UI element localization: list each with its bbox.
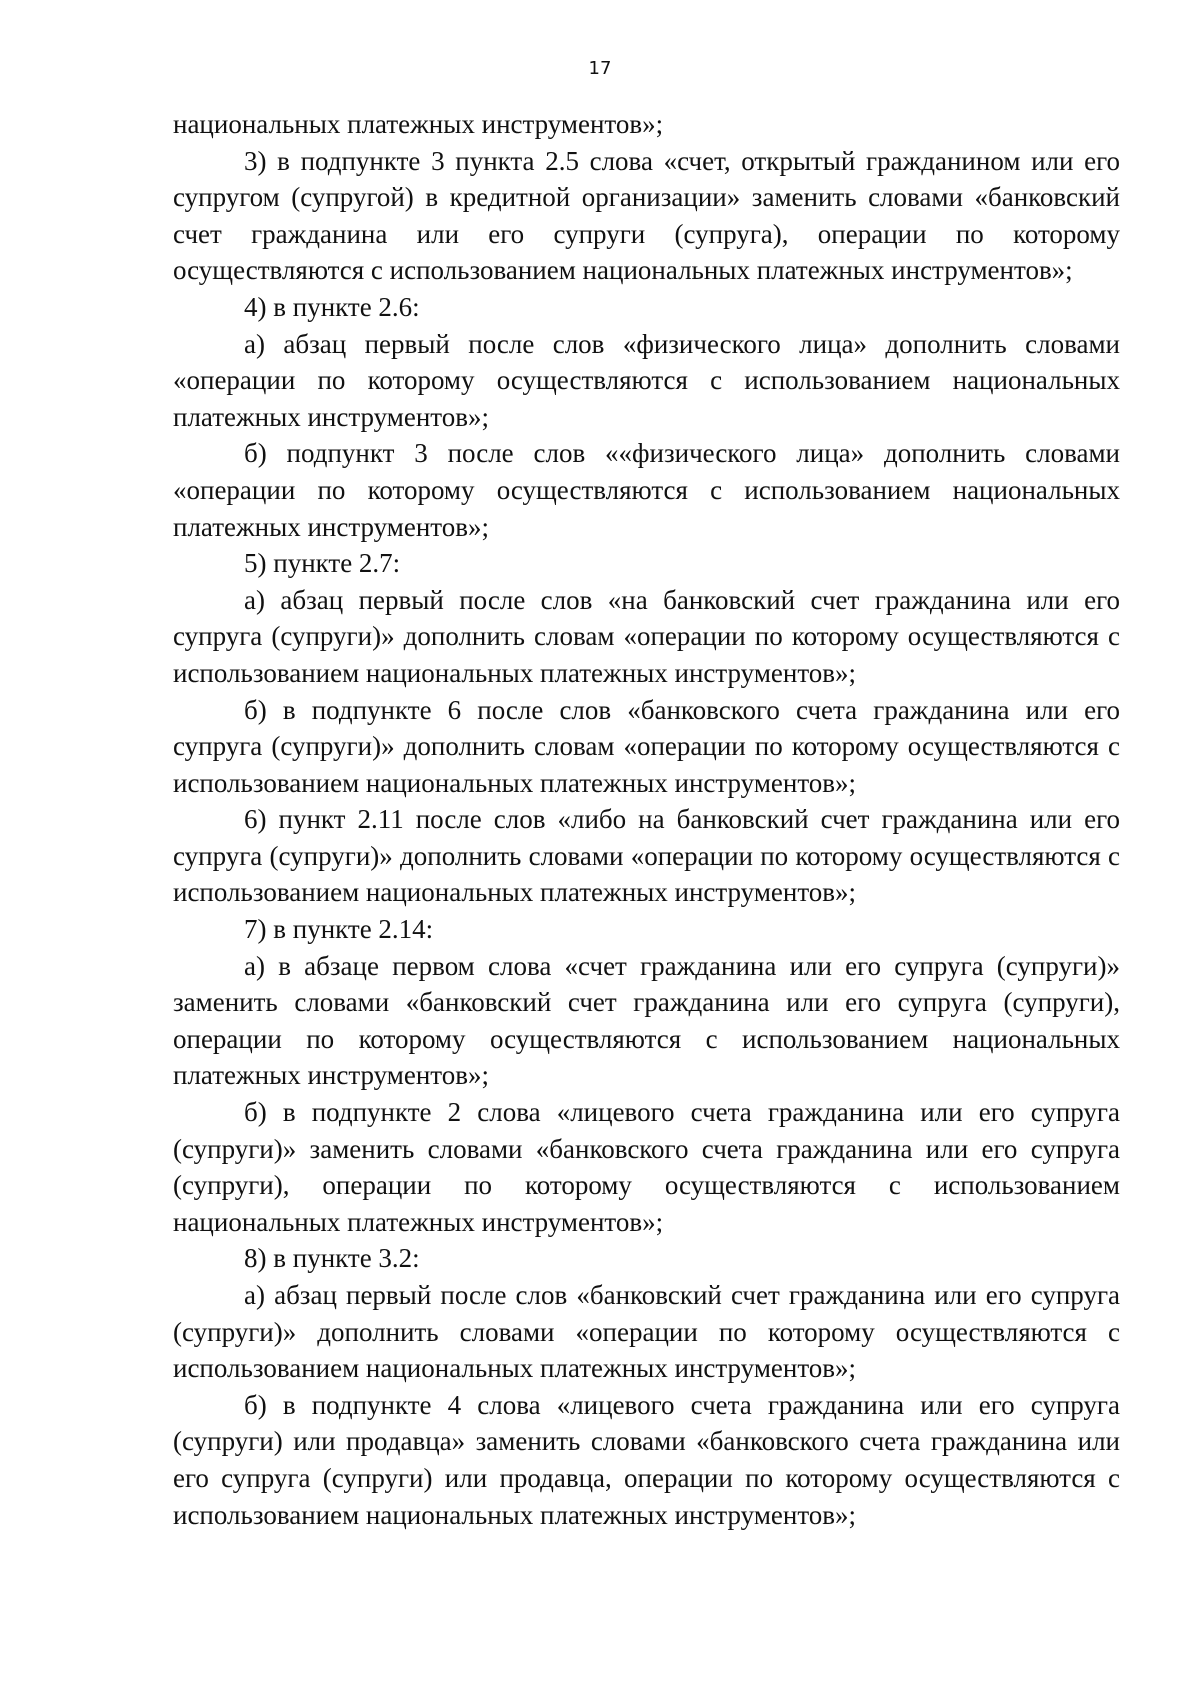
paragraph-item-8b: б) в подпункте 4 слова «лицевого счета гражданина или его супруга (супруги) или продавца» заменить словами «банковского счета гражданина или его супруга (супруги) или продавца, операции по которому осуществляются с использованием национальных платежных инструментов»; — [173, 1389, 1120, 1530]
paragraph-item-7b: б) в подпункте 2 слова «лицевого счета гражданина или его супруга (супруги)» заменить словами «банковского счета гражданина или его супруга (супруги), операции по которому осуществляются с использованием национальных платежных инструментов»; — [173, 1097, 1120, 1237]
paragraph-item-4: 4) в пункте 2.6: — [244, 291, 420, 322]
paragraph-item-3: 3) в подпункте 3 пункта 2.5 слова «счет, открытый гражданином или его супругом (супругой) в кредитной организации» заменить словами «банковский счет гражданина или его супруги (супруга), операции по которому осуществляются с использованием национальных платежных инструментов»; — [173, 145, 1120, 286]
paragraph-item-6: 6) пункт 2.11 после слов «либо на банковский счет гражданина или его супруга (супруги)» дополнить словами «операции по которому осуществляются с использованием национальных платежных инструментов»; — [173, 804, 1120, 908]
page-number: 17 — [588, 58, 612, 79]
paragraph-continuation: национальных платежных инструментов»; — [173, 109, 664, 139]
document-body — [173, 106, 1120, 1533]
paragraph-item-4a: а) абзац первый после слов «физического лица» дополнить словами «операции по которому осуществляются с использованием национальных платежных инструментов»; — [173, 328, 1120, 432]
paragraph-item-4b: б) подпункт 3 после слов ««физического лица» дополнить словами «операции по которому осуществляются с использованием национальных платежных инструментов»; — [173, 438, 1120, 542]
paragraph-item-8: 8) в пункте 3.2: — [244, 1243, 420, 1274]
paragraph-item-5a: а) абзац первый после слов «на банковский счет гражданина или его супруга (супруги)» дополнить словам «операции по которому осуществляются с использованием национальных платежных инструментов»; — [173, 584, 1120, 688]
paragraph-item-7a: а) в абзаце первом слова «счет гражданина или его супруга (супруги)» заменить словами «банковский счет гражданина или его супруга (супруги), операции по которому осуществляются с использованием национальных платежных инструментов»; — [173, 950, 1120, 1091]
paragraph-item-5b: б) в подпункте 6 после слов «банковского счета гражданина или его супруга (супруги)» дополнить словам «операции по которому осуществляются с использованием национальных платежных инструментов»; — [173, 694, 1120, 798]
paragraph-item-5: 5) пункте 2.7: — [244, 548, 401, 579]
paragraph-item-8a: а) абзац первый после слов «банковский счет гражданина или его супруга (супруги)» дополнить словами «операции по которому осуществляются с использованием национальных платежных инструментов»; — [173, 1280, 1120, 1384]
paragraph-item-7: 7) в пункте 2.14: — [244, 914, 434, 945]
